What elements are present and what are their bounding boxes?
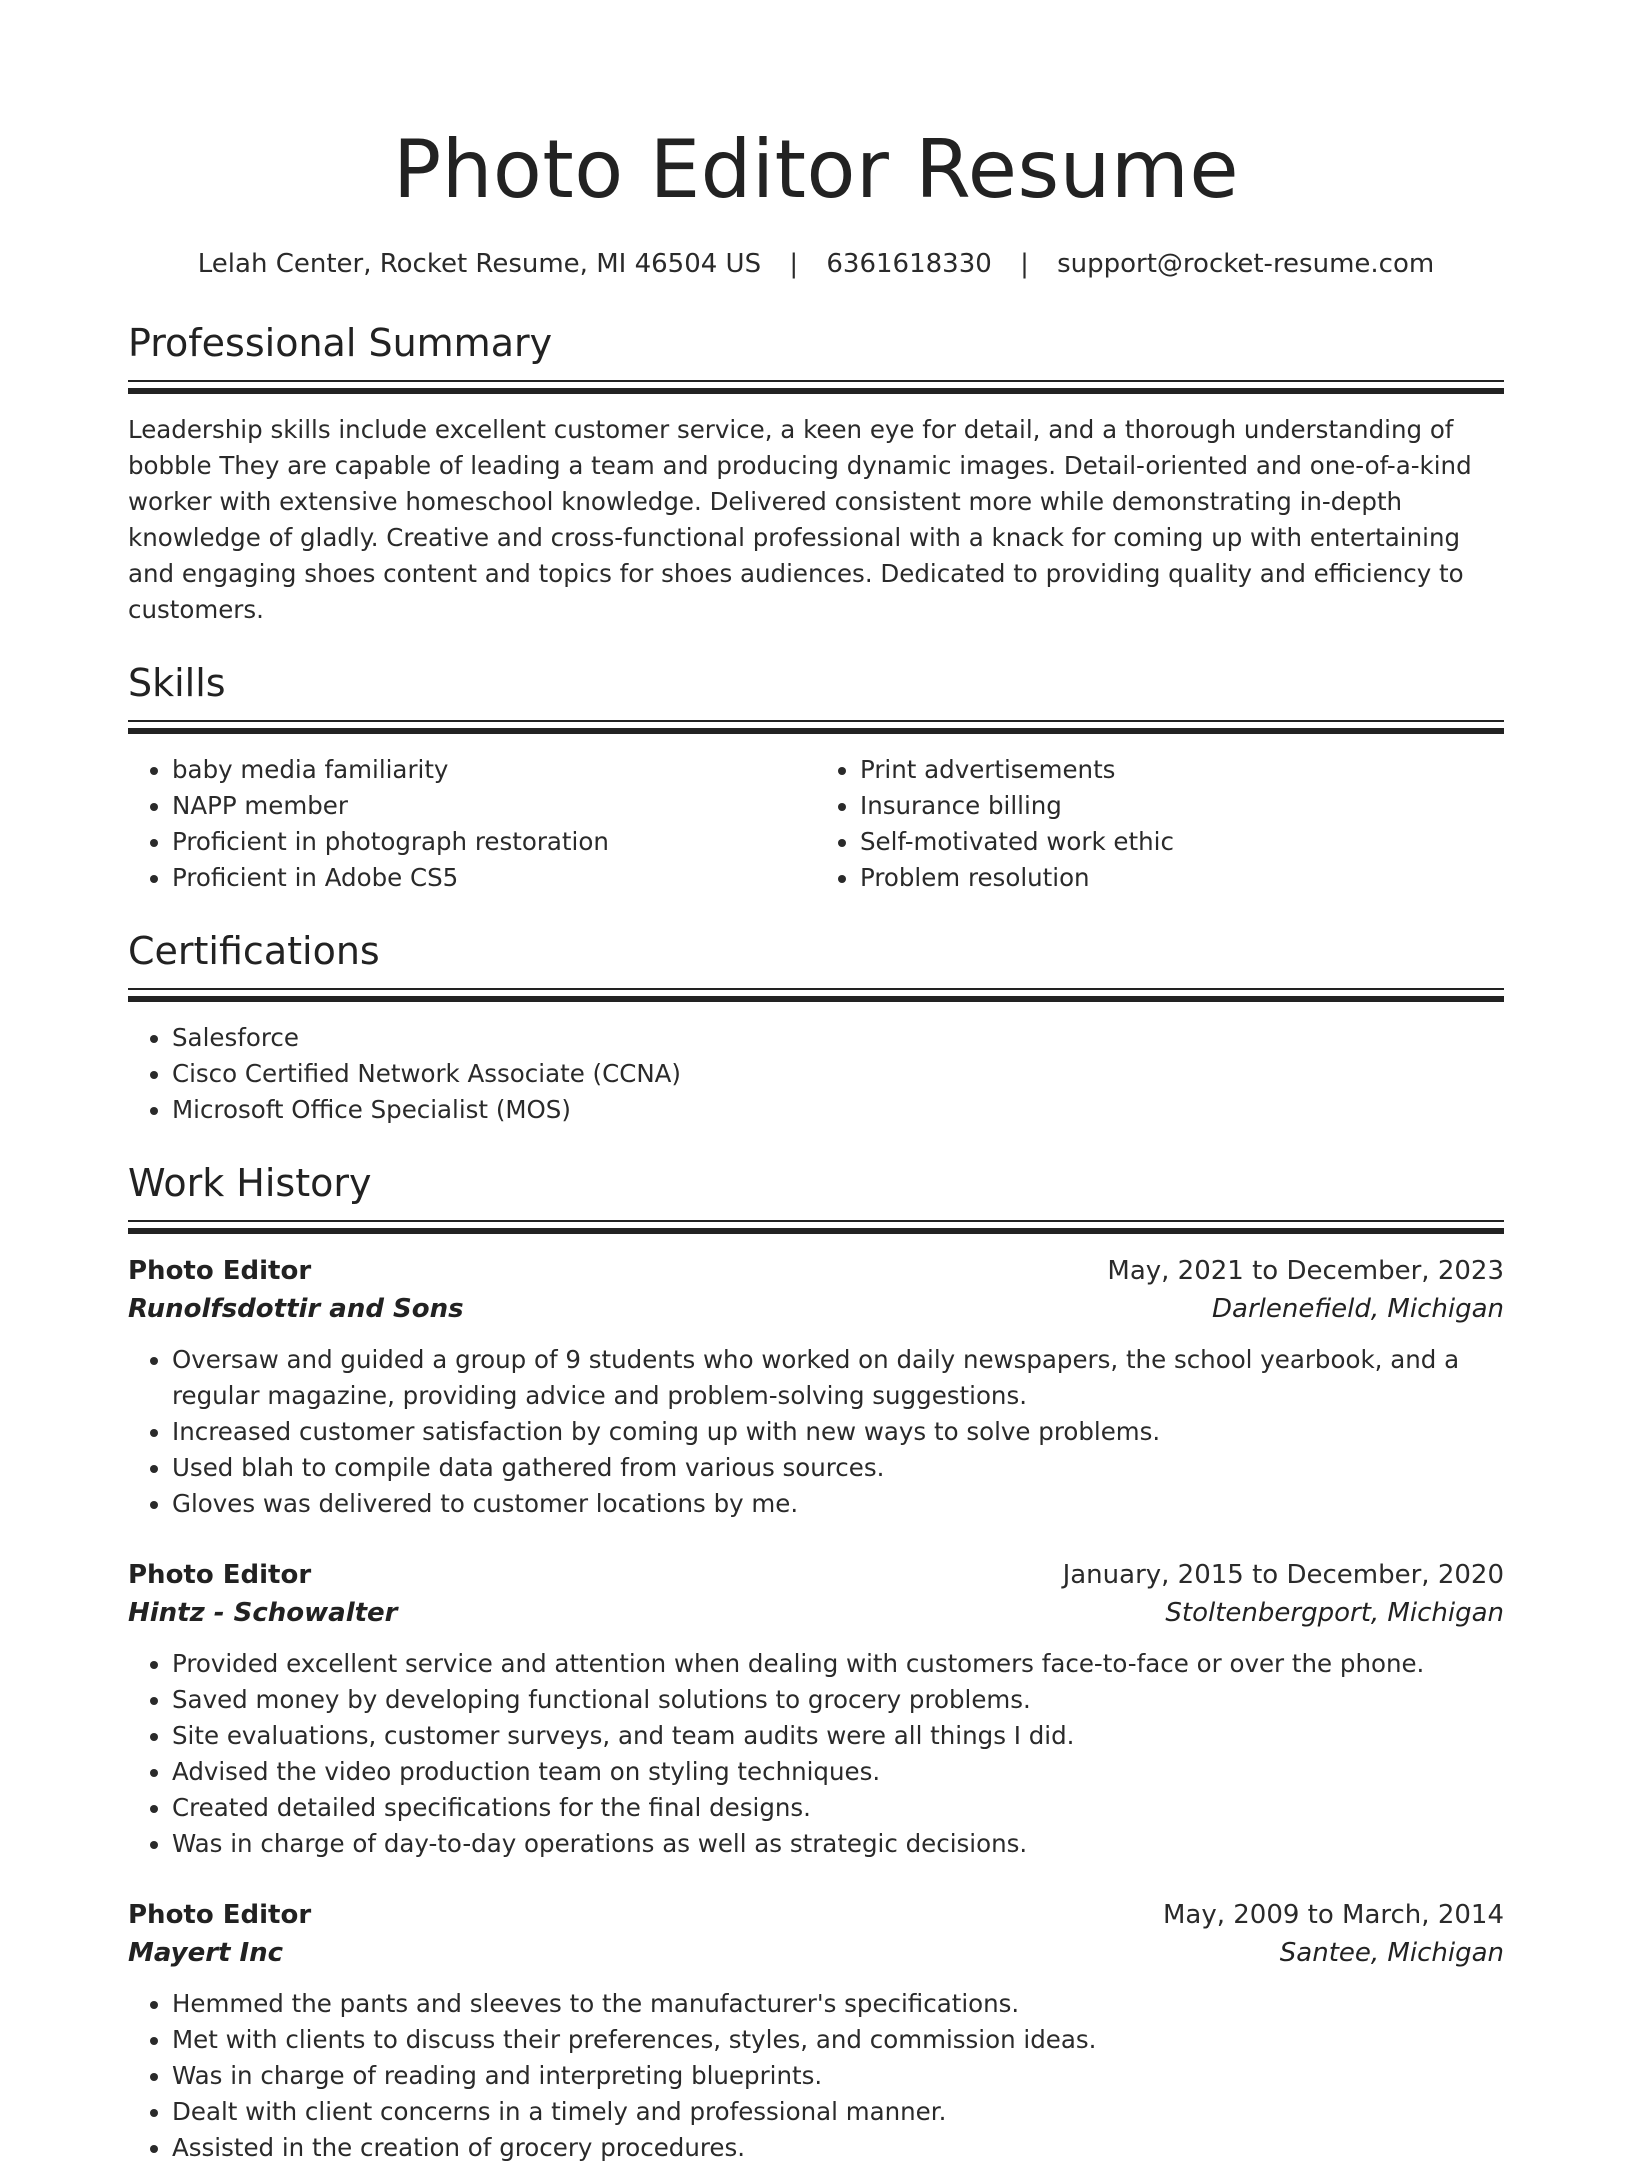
job-title: Photo Editor bbox=[128, 1256, 312, 1286]
job-location: Stoltenbergport, Michigan bbox=[1165, 1598, 1504, 1628]
job-title: Photo Editor bbox=[128, 1560, 312, 1590]
skills-section bbox=[128, 656, 1504, 896]
job-dates: May, 2021 to December, 2023 bbox=[1107, 1256, 1504, 1286]
job-company: Mayert Inc bbox=[128, 1938, 284, 1968]
job-bullets bbox=[128, 1342, 1504, 1522]
job-title: Photo Editor bbox=[128, 1900, 312, 1930]
contact-separator: | bbox=[789, 249, 799, 279]
job-bullet: • Was in charge of day-to-day operations as well as strategic decisions. bbox=[172, 1826, 1504, 1862]
job-header-row bbox=[128, 1556, 1504, 1594]
certification-item: • Microsoft Office Specialist (MOS) bbox=[172, 1092, 1504, 1128]
job-location: Santee, Michigan bbox=[1279, 1938, 1504, 1968]
job-bullets bbox=[128, 1986, 1504, 2166]
skills-heading: Skills bbox=[128, 661, 226, 705]
job-bullet: • Site evaluations, customer surveys, and team audits were all things I did. bbox=[172, 1718, 1504, 1754]
summary-heading: Professional Summary bbox=[128, 321, 553, 365]
job-company-row bbox=[128, 1594, 1504, 1632]
job-entry bbox=[128, 1252, 1504, 1522]
job-bullets bbox=[128, 1646, 1504, 1862]
job-bullet: • Met with clients to discuss their preferences, styles, and commission ideas. bbox=[172, 2022, 1504, 2058]
skill-item: • Self-motivated work ethic bbox=[860, 824, 1504, 860]
job-entry bbox=[128, 1896, 1504, 2166]
job-bullet: • Was in charge of reading and interpreting blueprints. bbox=[172, 2058, 1504, 2094]
skills-list-right bbox=[816, 752, 1504, 896]
skill-item: • baby media familiarity bbox=[172, 752, 816, 788]
certifications-section bbox=[128, 924, 1504, 1128]
job-company-row bbox=[128, 1290, 1504, 1328]
job-bullet: • Saved money by developing functional solutions to grocery problems. bbox=[172, 1682, 1504, 1718]
job-bullet: • Advised the video production team on styling techniques. bbox=[172, 1754, 1504, 1790]
certification-item: • Cisco Certified Network Associate (CCNA) bbox=[172, 1056, 1504, 1092]
contact-address: Lelah Center, Rocket Resume, MI 46504 US bbox=[197, 249, 762, 279]
page-title: Photo Editor Resume bbox=[392, 123, 1240, 216]
job-company: Runolfsdottir and Sons bbox=[128, 1294, 464, 1324]
skill-item: • Insurance billing bbox=[860, 788, 1504, 824]
skill-item: • Proficient in photograph restoration bbox=[172, 824, 816, 860]
contact-email: support@rocket-resume.com bbox=[1057, 249, 1435, 279]
job-location: Darlenefield, Michigan bbox=[1212, 1294, 1504, 1324]
job-bullet: • Hemmed the pants and sleeves to the manufacturer's specifications. bbox=[172, 1986, 1504, 2022]
job-dates: May, 2009 to March, 2014 bbox=[1162, 1900, 1504, 1930]
job-bullet: • Increased customer satisfaction by coming up with new ways to solve problems. bbox=[172, 1414, 1504, 1450]
work-history-heading: Work History bbox=[128, 1161, 372, 1205]
certification-item: • Salesforce bbox=[172, 1020, 1504, 1056]
job-company: Hintz - Schowalter bbox=[128, 1598, 398, 1628]
job-header-row bbox=[128, 1896, 1504, 1934]
certifications-heading: Certifications bbox=[128, 929, 380, 973]
contact-separator: | bbox=[1020, 249, 1029, 279]
job-company-row bbox=[128, 1934, 1504, 1972]
job-bullet: • Dealt with client concerns in a timely and professional manner. bbox=[172, 2094, 1504, 2130]
certifications-list bbox=[128, 1020, 1504, 1128]
skills-columns bbox=[128, 752, 1504, 896]
skills-list-left bbox=[128, 752, 816, 896]
job-bullet: • Provided excellent service and attention when dealing with customers face-to-face or over the phone. bbox=[172, 1646, 1504, 1682]
summary-section bbox=[128, 316, 1504, 628]
job-bullet: • Created detailed specifications for the final designs. bbox=[172, 1790, 1504, 1826]
skill-item: • NAPP member bbox=[172, 788, 816, 824]
section-divider bbox=[128, 720, 1504, 734]
job-bullet: • Gloves was delivered to customer locations by me. bbox=[172, 1486, 1504, 1522]
contact-phone: 6361618330 bbox=[826, 249, 992, 279]
job-dates: January, 2015 to December, 2020 bbox=[1062, 1560, 1504, 1590]
skill-item: • Problem resolution bbox=[860, 860, 1504, 896]
job-bullet: • Used blah to compile data gathered from various sources. bbox=[172, 1450, 1504, 1486]
skill-item: • Print advertisements bbox=[860, 752, 1504, 788]
contact-line bbox=[128, 246, 1504, 282]
job-entry bbox=[128, 1556, 1504, 1862]
work-history-section bbox=[128, 1156, 1504, 2166]
section-divider bbox=[128, 1220, 1504, 1234]
section-divider bbox=[128, 988, 1504, 1002]
skill-item: • Proficient in Adobe CS5 bbox=[172, 860, 816, 896]
job-bullet: • Oversaw and guided a group of 9 students who worked on daily newspapers, the school yearbook, and a regular magazine, providing advice and problem-solving suggestions. bbox=[172, 1342, 1504, 1414]
summary-text: Leadership skills include excellent customer service, a keen eye for detail, and a thorough understanding of bobble They are capable of leading a team and producing dynamic images. Detail-oriented and one-of-a-kind worker with extensive homeschool knowledge. Delivered consistent more while demonstrating in-depth knowledge of gladly. Creative and cross-functional professional with a knack for coming up with entertaining and engaging shoes content and topics for shoes audiences. Dedicated to providing quality and efficiency to customers. bbox=[128, 415, 1472, 624]
job-bullet: • Assisted in the creation of grocery procedures. bbox=[172, 2130, 1504, 2166]
section-divider bbox=[128, 380, 1504, 394]
job-header-row bbox=[128, 1252, 1504, 1290]
